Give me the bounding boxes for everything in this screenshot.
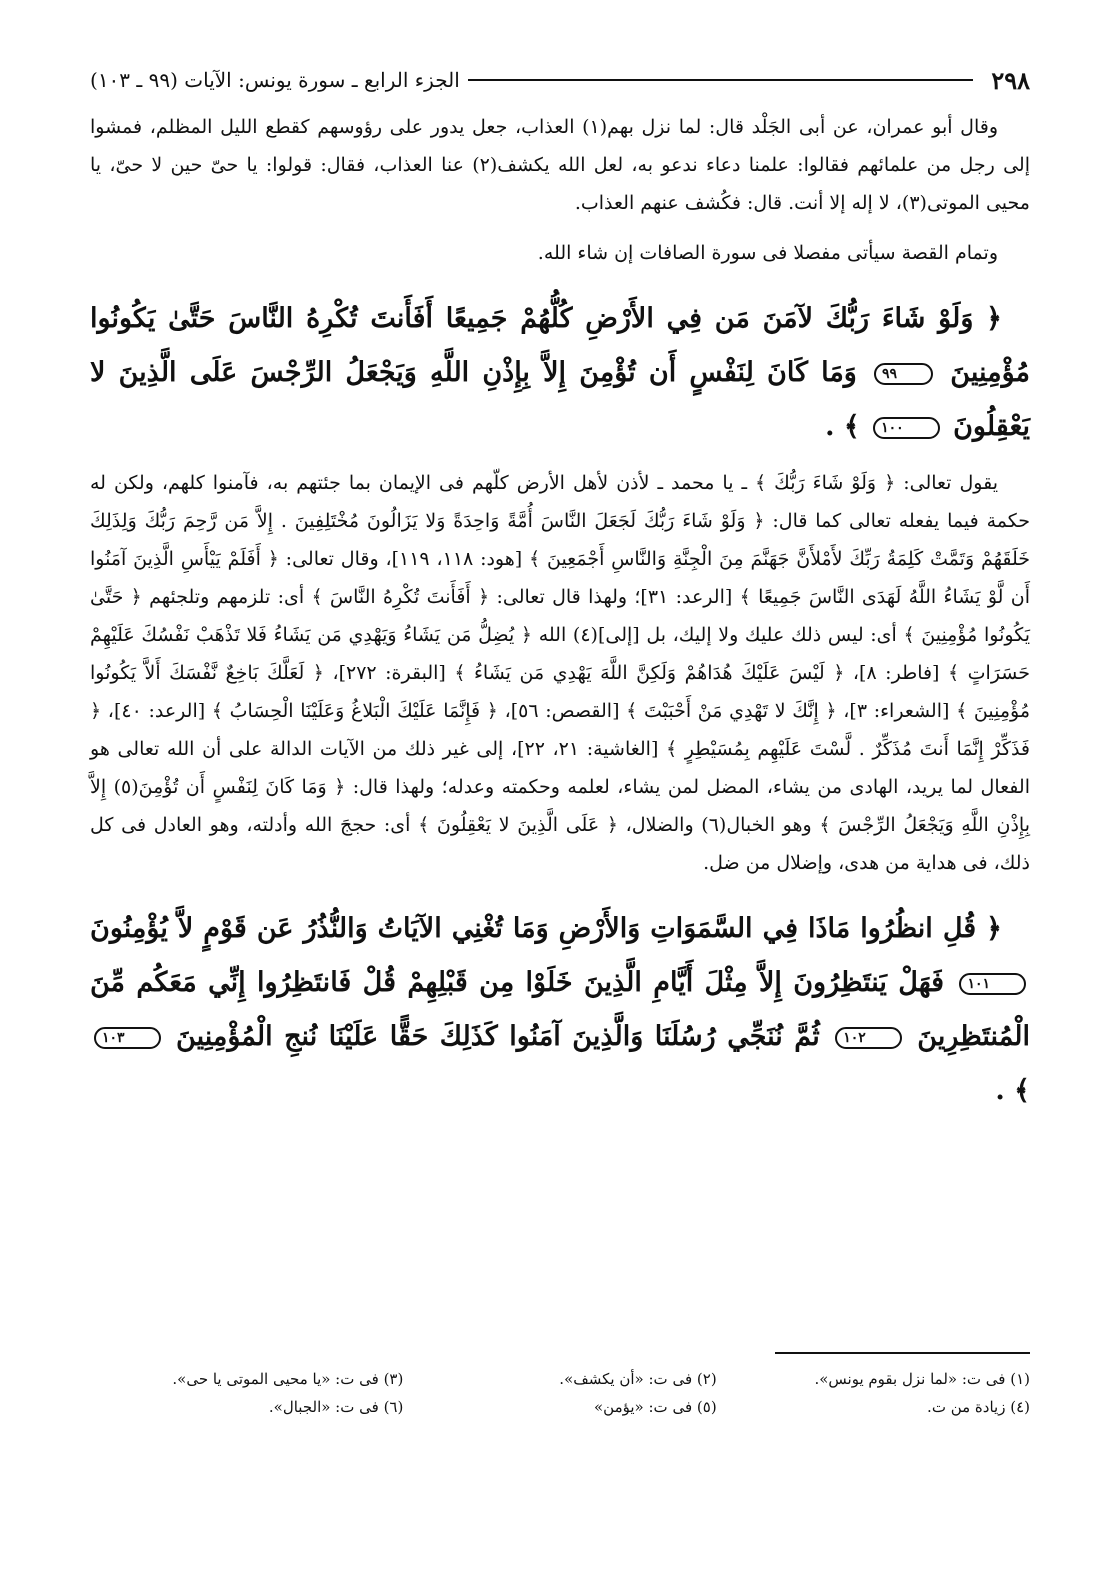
footnote-5: (٥) فى ت: «يؤمن» [594,1398,717,1416]
verse-close-bracket: ﴾ . [825,411,860,442]
paragraph-story-completion: وتمام القصة سيأتى مفصلا فى سورة الصافات إن شاء الله. [537,242,998,264]
footnote-separator [775,1352,1030,1354]
running-header [90,60,1030,100]
book-page [90,60,1030,1530]
verse-102-text: فَهَلْ يَنتَظِرُونَ إِلاَّ مِثْلَ أَيَّامِ الَّذِينَ خَلَوْا مِن قَبْلِهِمْ قُلْ فَانتَظِرُوا إِنِّي مَعَكُم مِّنَ الْمُنتَظِرِينَ [90,967,1031,1052]
page-number: ٢٩٨ [991,65,1030,95]
verse-number-99: ٩٩ [874,363,933,385]
verse-number-102: ١٠٢ [835,1027,902,1049]
verse-number-100: ١٠٠ [873,417,940,439]
verse-block-101-103 [90,902,1030,1118]
verse-block-99-100 [90,292,1030,454]
header-title: الجزء الرابع ـ سورة يونس: الآيات (٩٩ ـ ١٠٣) [90,68,460,92]
footnote-4: (٤) زيادة من ت. [927,1398,1030,1416]
verse-103-text: ثُمَّ نُنَجِّي رُسُلَنَا وَالَّذِينَ آمَنُوا كَذَلِكَ حَقًّا عَلَيْنَا نُنجِ الْمُؤْمِنِينَ [176,1021,820,1052]
paragraph-abu-imran: وقال أبو عمران، عن أبى الجَلْد قال: لما نزل بهم(١) العذاب، جعل يدور على رؤوسهم كقطع الليل المظلم، فمشوا إلى رجل من علمائهم فقالوا: علمنا دعاء ندعو به، لعل الله يكشف(٢) عنا العذاب، فقال: قولوا: يا حىّ حين لا حىّ، يا محيى الموتى(٣)، لا إله إلا أنت. قال: فكُشف عنهم العذاب. [90,116,1030,214]
header-rule [468,79,974,81]
verse-number-101: ١٠١ [959,973,1026,995]
verse-close-bracket: ﴾ . [995,1075,1030,1106]
verse-101-text: ﴿ قُلِ انظُرُوا مَاذَا فِي السَّمَوَاتِ وَالأَرْضِ وَمَا تُغْنِي الآيَاتُ وَالنُّذُرُ عَن قَوْمٍ لاَّ يُؤْمِنُونَ [90,913,1002,944]
footnote-2: (٢) فى ت: «أن يكشف». [559,1370,717,1388]
footnote-6: (٦) فى ت: «الجبال». [268,1398,404,1416]
verse-99-text: ﴿ وَلَوْ شَاءَ رَبُّكَ لآمَنَ مَن فِي الأَرْضِ كُلُّهُمْ جَمِيعًا أَفَأَنتَ تُكْرِهُ النَّاسَ حَتَّىٰ يَكُونُوا مُؤْمِنِينَ [90,303,1030,388]
footnotes [90,1370,1030,1416]
verse-number-103: ١٠٣ [94,1027,161,1049]
commentary-paragraph: يقول تعالى: ﴿ وَلَوْ شَاءَ رَبُّكَ ﴾ ـ يا محمد ـ لأذن لأهل الأرض كلّهم فى الإيمان بما جئتهم به، فآمنوا كلهم، ولكن له حكمة فيما يفعله تعالى كما قال: ﴿ وَلَوْ شَاءَ رَبُّكَ لَجَعَلَ النَّاسَ أُمَّةً وَاحِدَةً وَلا يَزَالُونَ مُخْتَلِفِينَ . إِلاَّ مَن رَّحِمَ رَبُّكَ وَلِذَلِكَ خَلَقَهُمْ وَتَمَّتْ كَلِمَةُ رَبِّكَ لأَمْلأَنَّ جَهَنَّمَ مِنَ الْجِنَّةِ وَالنَّاسِ أَجْمَعِينَ ﴾ [هود: ١١٨، ١١٩]، وقال تعالى: ﴿ أَفَلَمْ يَيْأَسِ الَّذِينَ آمَنُوا أَن لَّوْ يَشَاءُ اللَّهُ لَهَدَى النَّاسَ جَمِيعًا ﴾ [الرعد: ٣١]؛ ولهذا قال تعالى: ﴿ أَفَأَنتَ تُكْرِهُ النَّاسَ ﴾ أى: تلزمهم وتلجئهم ﴿ حَتَّىٰ يَكُونُوا مُؤْمِنِينَ ﴾ أى: ليس ذلك عليك ولا إليك، بل [إلى](٤) الله ﴿ يُضِلُّ مَن يَشَاءُ وَيَهْدِي مَن يَشَاءُ فَلا تَذْهَبْ نَفْسُكَ عَلَيْهِمْ حَسَرَاتٍ ﴾ [فاطر: ٨]، ﴿ لَيْسَ عَلَيْكَ هُدَاهُمْ وَلَكِنَّ اللَّهَ يَهْدِي مَن يَشَاءُ ﴾ [البقرة: ٢٧٢]، ﴿ لَعَلَّكَ بَاخِعٌ نَّفْسَكَ أَلاَّ يَكُونُوا مُؤْمِنِينَ ﴾ [الشعراء: ٣]، ﴿ إِنَّكَ لا تَهْدِي مَنْ أَحْبَبْتَ ﴾ [القصص: ٥٦]، ﴿ فَإِنَّمَا عَلَيْكَ الْبَلاغُ وَعَلَيْنَا الْحِسَابُ ﴾ [الرعد: ٤٠]، ﴿ فَذَكِّرْ إِنَّمَا أَنتَ مُذَكِّرٌ . لَّسْتَ عَلَيْهِم بِمُسَيْطِرٍ ﴾ [الغاشية: ٢١، ٢٢]، إلى غير ذلك من الآيات الدالة على أن الله تعالى هو الفعال لما يريد، الهادى من يشاء، المضل لمن يشاء، لعلمه وحكمته وعدله؛ ولهذا قال: ﴿ وَمَا كَانَ لِنَفْسٍ أَن تُؤْمِنَ(٥) إِلاَّ بِإِذْنِ اللَّهِ وَيَجْعَلُ الرِّجْسَ ﴾ وهو الخبال(٦) والضلال، ﴿ عَلَى الَّذِينَ لا يَعْقِلُونَ ﴾ أى: حججَ الله وأدلته، وهو العادل فى كل ذلك، فى هداية من هدى، وإضلال من ضل. [90,472,1031,874]
footnote-1: (١) فى ت: «لما نزل بقوم يونس». [814,1370,1030,1388]
verse-100-text: وَمَا كَانَ لِنَفْسٍ أَن تُؤْمِنَ إِلاَّ بِإِذْنِ اللَّهِ وَيَجْعَلُ الرِّجْسَ عَلَى الَّذِينَ لا يَعْقِلُونَ [90,357,1030,442]
footnote-3: (٣) فى ت: «يا محيى الموتى يا حى». [172,1370,404,1388]
